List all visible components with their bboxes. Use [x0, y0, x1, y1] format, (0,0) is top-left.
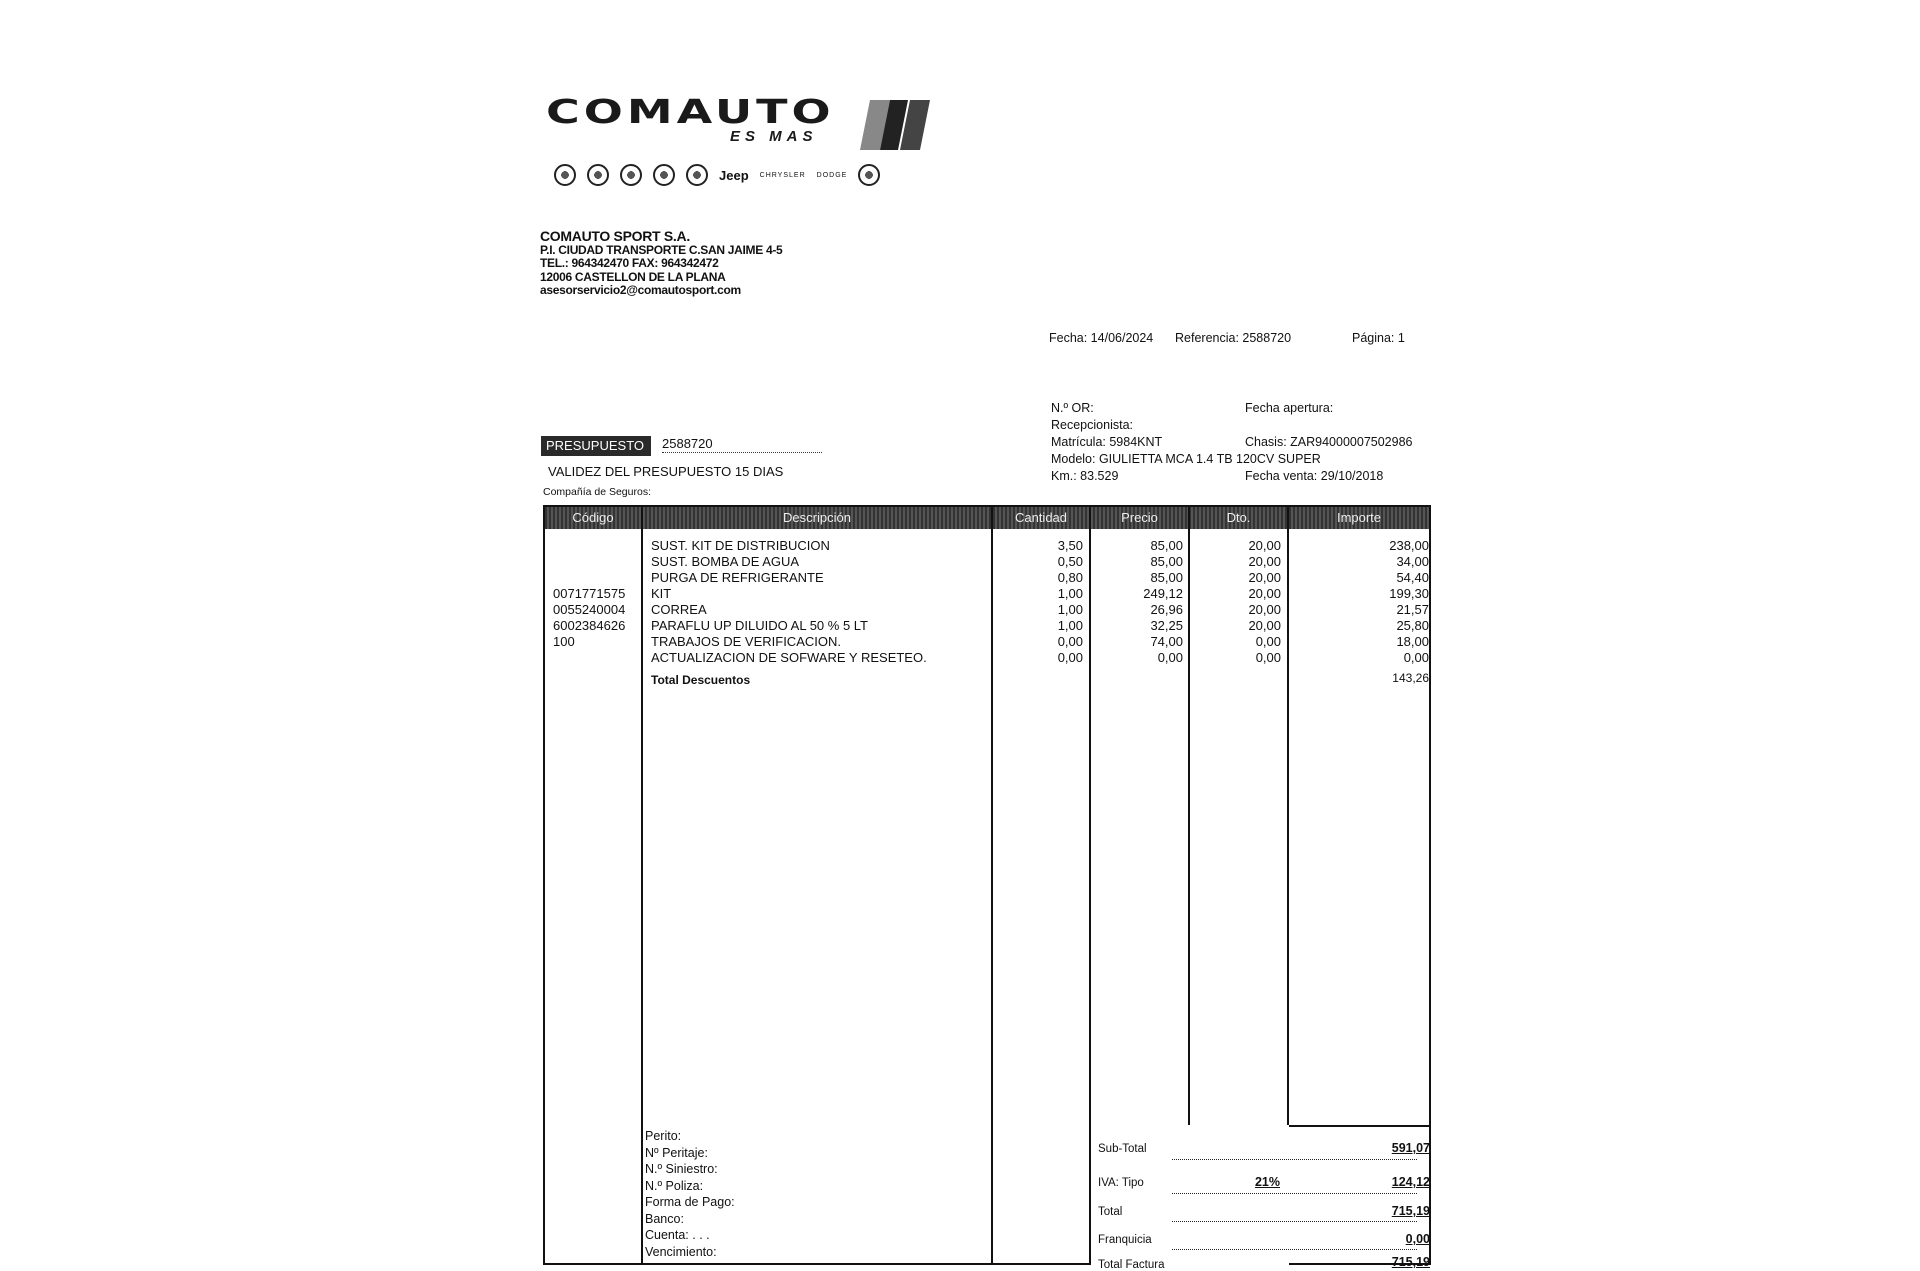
table-cell-desc: TRABAJOS DE VERIFICACION. [651, 634, 841, 649]
forma-pago: Forma de Pago: [645, 1195, 735, 1209]
subtotal-label: Sub-Total [1098, 1143, 1147, 1155]
table-cell-codigo: 6002384626 [553, 618, 626, 633]
table-cell-importe: 25,80 [1396, 618, 1429, 633]
brand-logos [554, 162, 880, 188]
dodge-brand-logo: DODGE [816, 171, 848, 179]
table-cell-codigo [553, 554, 638, 570]
franquicia-value: 0,00 [1405, 1232, 1430, 1246]
modelo: Modelo: GIULIETTA MCA 1.4 TB 120CV SUPER [1051, 452, 1321, 466]
table-cell-precio: 249,12 [1143, 586, 1183, 601]
presupuesto-label: PRESUPUESTO [541, 436, 651, 456]
cantidad-column [993, 538, 1083, 666]
company-city: 12006 CASTELLON DE LA PLANA [540, 269, 726, 284]
total-factura-value: 715,19 [1391, 1255, 1430, 1269]
matricula: Matrícula: 5984KNT [1051, 435, 1163, 449]
total-label: Total [1098, 1206, 1123, 1218]
lancia-brand-icon [620, 164, 642, 186]
poliza: N.º Poliza: [645, 1178, 704, 1193]
peritaje: Nº Peritaje: [645, 1145, 708, 1160]
table-cell-cantidad: 0,80 [1057, 570, 1083, 585]
presupuesto-number: 2588720 [662, 436, 822, 453]
cuenta: Cuenta: . . . [645, 1228, 710, 1242]
table-cell-precio: 85,00 [1150, 570, 1183, 585]
subtotal-value: 591,07 [1391, 1141, 1430, 1155]
table-cell-cantidad: 3,50 [1057, 538, 1083, 553]
company-name: COMAUTO SPORT S.A. [540, 228, 690, 244]
col-precio-header: Precio [1121, 510, 1158, 525]
table-cell-cantidad: 0,00 [1057, 650, 1083, 665]
col-descripcion-header: Descripción [783, 510, 851, 525]
abarth-brand-icon [653, 164, 675, 186]
table-cell-precio: 0,00 [1157, 650, 1183, 665]
total-factura-label: Total Factura [1098, 1259, 1165, 1271]
dotted-leader [1172, 1158, 1417, 1160]
chrysler-brand-logo: CHRYSLER [759, 171, 806, 179]
table-cell-dto: 20,00 [1248, 586, 1281, 601]
table-cell-importe: 0,00 [1403, 650, 1429, 665]
iva-value: 124,12 [1391, 1175, 1430, 1189]
table-cell-codigo [553, 570, 638, 586]
table-cell-dto: 0,00 [1255, 634, 1281, 649]
company-email: asesorservicio2@comautosport.com [540, 283, 741, 297]
dto-column [1190, 538, 1281, 666]
iva-label: IVA: Tipo [1098, 1177, 1144, 1189]
perito: Perito: [645, 1129, 682, 1143]
table-cell-precio: 32,25 [1150, 618, 1183, 633]
col-dto-header: Dto. [1226, 510, 1251, 525]
table-cell-importe: 21,57 [1396, 602, 1429, 617]
table-cell-precio: 85,00 [1150, 554, 1183, 569]
table-cell-desc: ACTUALIZACION DE SOFWARE Y RESETEO. [651, 650, 927, 665]
totals-divider [1289, 1125, 1429, 1127]
alfa-romeo-brand-icon [587, 164, 609, 186]
logo-stripes-icon [860, 100, 930, 150]
pagina-field: Página: 1 [1352, 331, 1405, 345]
table-cell-dto: 20,00 [1248, 554, 1281, 569]
fecha-field: Fecha: 14/06/2024 [1049, 331, 1154, 345]
company-address: P.I. CIUDAD TRANSPORTE C.SAN JAIME 4-5 [540, 242, 783, 257]
total-value: 715,19 [1391, 1204, 1430, 1218]
table-cell-cantidad: 0,50 [1057, 554, 1083, 569]
table-cell-dto: 0,00 [1255, 650, 1281, 665]
banco: Banco: [645, 1211, 684, 1226]
or-number: N.º OR: [1051, 401, 1094, 415]
table-cell-dto: 20,00 [1248, 602, 1281, 617]
dotted-leader [1172, 1192, 1417, 1194]
table-cell-desc: PARAFLU UP DILUIDO AL 50 % 5 LT [651, 618, 868, 633]
precio-column [1091, 538, 1183, 666]
table-cell-desc: KIT [651, 586, 672, 601]
col-divider [641, 505, 643, 1265]
table-cell-desc: SUST. BOMBA DE AGUA [651, 554, 800, 569]
table-cell-codigo [553, 650, 638, 666]
table-cell-cantidad: 0,00 [1057, 634, 1083, 649]
importe-column [1289, 538, 1429, 686]
vencimiento: Vencimiento: [645, 1244, 717, 1259]
kilometraje: Km.: 83.529 [1051, 469, 1119, 483]
fiat-brand-icon [554, 164, 576, 186]
table-cell-cantidad: 1,00 [1057, 586, 1083, 601]
dotted-leader [1172, 1248, 1417, 1250]
table-cell-importe: 199,30 [1389, 586, 1429, 601]
totals-mask [1190, 1125, 1289, 1265]
chasis: Chasis: ZAR94000007502986 [1245, 435, 1413, 449]
table-cell-precio: 85,00 [1150, 538, 1183, 553]
table-cell-desc: SUST. KIT DE DISTRIBUCION [651, 538, 830, 553]
jeep-brand-logo: Jeep [719, 167, 749, 183]
table-cell-codigo [553, 538, 638, 554]
table-cell-importe: 54,40 [1396, 570, 1429, 585]
table-cell-importe: 18,00 [1396, 634, 1429, 649]
company-logo: COMAUTO [546, 92, 835, 131]
col-importe-header: Importe [1336, 510, 1382, 525]
table-cell-importe: 34,00 [1396, 554, 1429, 569]
iva-tipo: 21% [1254, 1175, 1280, 1189]
payment-info [645, 1128, 735, 1260]
table-cell-codigo: 100 [553, 634, 575, 649]
fecha-apertura: Fecha apertura: [1245, 401, 1334, 415]
fecha-venta: Fecha venta: 29/10/2018 [1245, 469, 1384, 483]
table-cell-dto: 20,00 [1248, 618, 1281, 633]
col-cantidad-header: Cantidad [1014, 510, 1068, 525]
siniestro: N.º Siniestro: [645, 1162, 718, 1176]
fiat-professional-brand-icon [686, 164, 708, 186]
table-cell-cantidad: 1,00 [1057, 602, 1083, 617]
company-phone: TEL.: 964342470 FAX: 964342472 [540, 256, 719, 270]
table-cell-cantidad: 1,00 [1057, 618, 1083, 633]
dotted-leader [1172, 1220, 1417, 1222]
table-cell-desc: CORREA [651, 602, 707, 617]
franquicia-label: Franquicia [1098, 1234, 1152, 1246]
table-cell-importe: 238,00 [1389, 538, 1429, 553]
total-descuentos-value: 143,26 [1392, 671, 1429, 685]
validez: VALIDEZ DEL PRESUPUESTO 15 DIAS [548, 464, 784, 479]
company-info [540, 230, 782, 298]
table-cell-precio: 74,00 [1150, 634, 1183, 649]
col-codigo-header: Código [572, 510, 614, 525]
table-cell-dto: 20,00 [1248, 538, 1281, 553]
table-cell-precio: 26,96 [1150, 602, 1183, 617]
total-descuentos-label: Total Descuentos [651, 673, 751, 687]
table-cell-codigo: 0071771575 [553, 586, 626, 601]
table-cell-dto: 20,00 [1248, 570, 1281, 585]
mopar-brand-icon [858, 164, 880, 186]
descripcion-column [651, 538, 986, 688]
recepcionista: Recepcionista: [1051, 418, 1133, 432]
codigo-column [553, 538, 638, 666]
logo-tagline: ES MAS [730, 128, 818, 145]
table-cell-desc: PURGA DE REFRIGERANTE [651, 570, 824, 585]
compania-seguros: Compañía de Seguros: [543, 486, 651, 498]
referencia-field: Referencia: 2588720 [1175, 331, 1292, 345]
table-cell-codigo: 0055240004 [553, 602, 626, 617]
